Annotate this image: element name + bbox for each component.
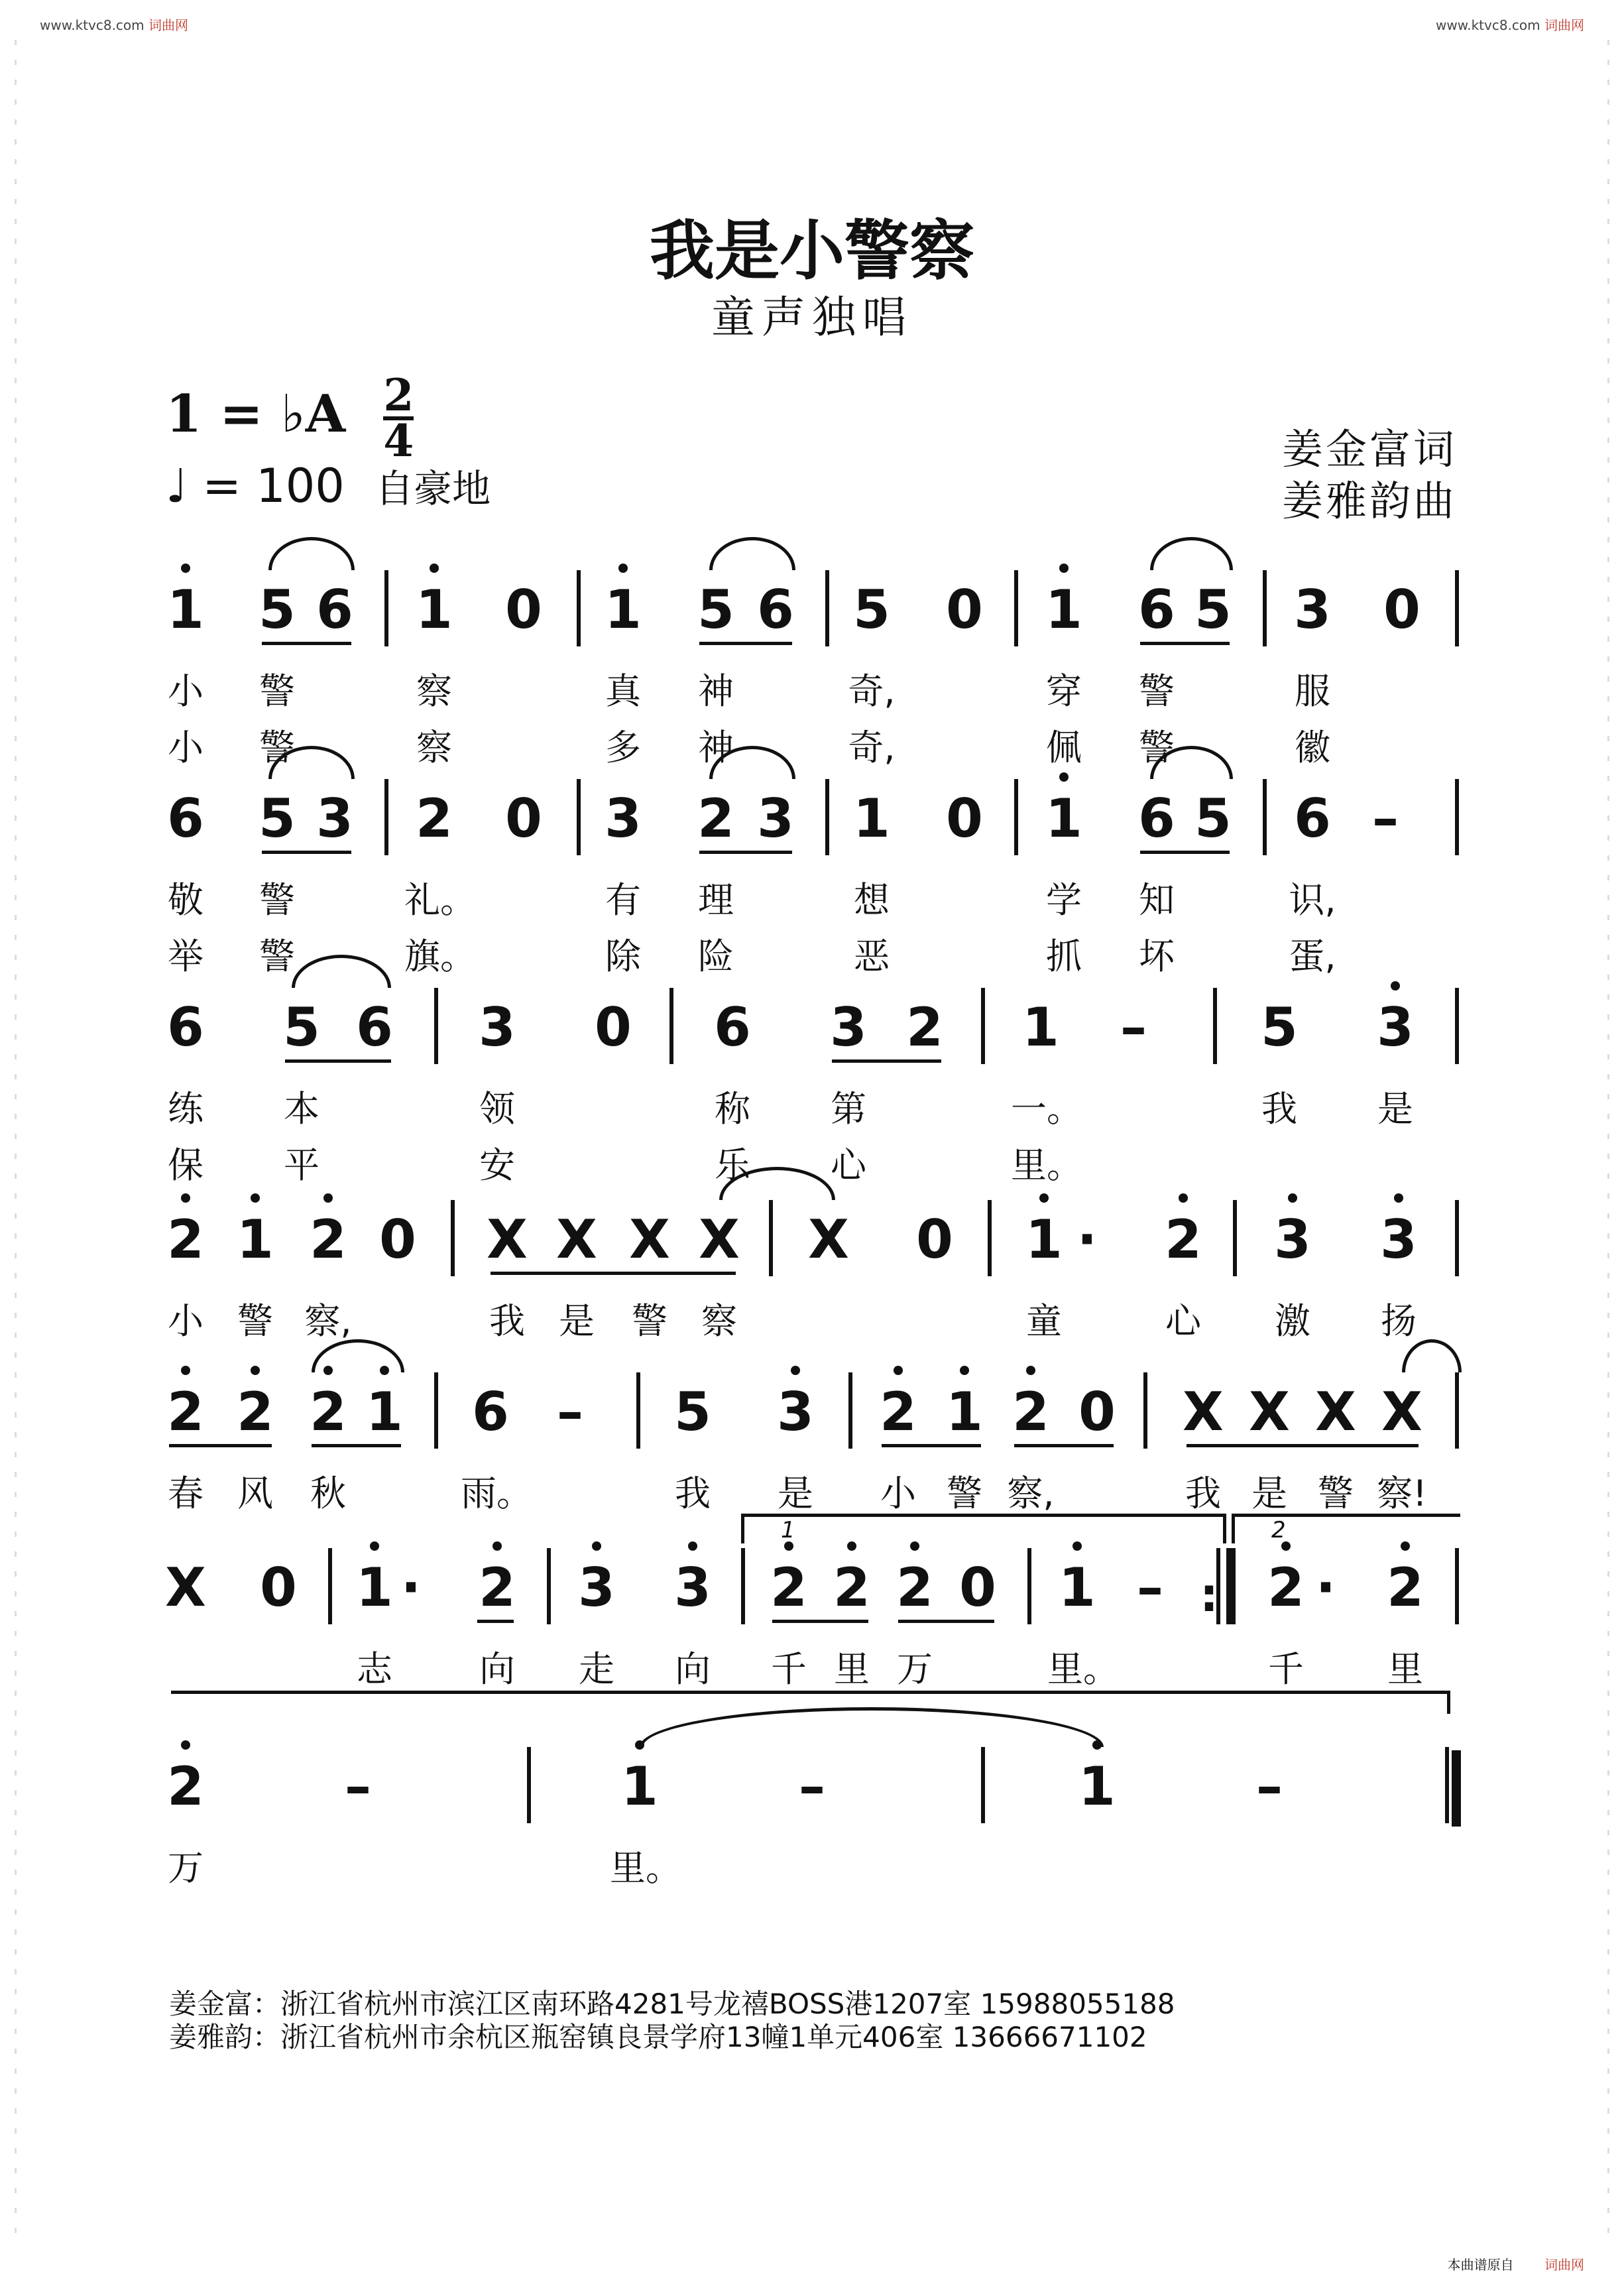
bar-line: [1263, 779, 1267, 855]
score-note: 2: [1153, 1213, 1213, 1266]
beam-underline: [1014, 1444, 1114, 1447]
lyric-syllable: 佩: [1046, 727, 1082, 768]
score-note: X: [629, 1209, 670, 1270]
octave-dot: [251, 1193, 260, 1203]
score-note: 1: [1034, 583, 1094, 636]
lyric-syllable: 一。: [1011, 1088, 1082, 1130]
octave-dot: [430, 564, 439, 573]
score-note: 1: [1014, 1213, 1074, 1266]
lyric-syllable: 警: [632, 1300, 667, 1342]
score-note: 1: [935, 1386, 994, 1439]
lyric-syllable: 激: [1275, 1300, 1310, 1342]
beam-underline: [169, 1444, 272, 1447]
lyric-syllable: 警: [1139, 727, 1175, 768]
lyric-syllable: 乐: [715, 1144, 750, 1186]
lyric-syllable: 小: [880, 1473, 916, 1514]
bar-line: [384, 779, 388, 855]
beam-underline: [699, 851, 792, 854]
score-note: 3: [567, 1561, 626, 1614]
thick-bar-line: [1226, 1548, 1236, 1624]
lyric-syllable: 察: [416, 670, 452, 712]
octave-dot: [592, 1541, 601, 1551]
beam-underline: [882, 1444, 981, 1447]
lyric-syllable: 里。: [1011, 1144, 1082, 1186]
lyric-syllable: 我: [489, 1300, 525, 1342]
score-note: X: [1381, 1381, 1422, 1443]
octave-dot: [323, 1193, 333, 1203]
lyric-syllable: 平: [284, 1144, 319, 1186]
bar-line: [1455, 570, 1459, 646]
lyric-syllable: 徽: [1295, 727, 1330, 768]
lyric-syllable: 穿: [1046, 670, 1082, 712]
score-note: 1: [1067, 1760, 1127, 1813]
contact-lyricist: 姜金富：浙江省杭州市滨江区南环路4281号龙禧BOSS港1207室 15988055188: [169, 1988, 1175, 2020]
lyric-syllable: 向: [675, 1648, 711, 1690]
score-note: 0: [595, 996, 632, 1058]
score-note: 3: [1365, 1001, 1425, 1054]
score-note: 3: [663, 1561, 723, 1614]
score-note: 2: [759, 1561, 819, 1614]
beam-underline: [699, 642, 792, 645]
score-note: 2: [156, 1760, 215, 1813]
bar-line: [636, 1372, 640, 1449]
beam-underline: [312, 1444, 401, 1447]
score-note: 2: [1375, 1561, 1435, 1614]
bar-line: [988, 1200, 992, 1276]
score-note: 2: [1256, 1561, 1316, 1614]
lyric-syllable: 保: [168, 1144, 203, 1186]
score-note: 5: [1194, 788, 1232, 849]
lyric-syllable: 千: [1268, 1648, 1304, 1690]
footer-brand[interactable]: 词曲网: [1544, 2257, 1584, 2273]
score-note: 0: [1383, 579, 1421, 640]
lyric-syllable: 奇,: [848, 727, 896, 768]
bar-line: [1014, 779, 1018, 855]
bar-line: [981, 988, 985, 1064]
octave-dot: [181, 1366, 190, 1375]
lyric-syllable: 童: [1026, 1300, 1062, 1342]
score-note: –: [345, 1756, 371, 1817]
score-note: 0: [379, 1209, 416, 1270]
bar-line: [527, 1747, 531, 1823]
bar-line: [577, 570, 581, 646]
beam-underline: [477, 1620, 514, 1623]
lyric-syllable: 里: [834, 1648, 870, 1690]
score-note: 6: [714, 996, 751, 1058]
octave-dot: [1059, 772, 1069, 782]
score-note: ·: [400, 1557, 422, 1618]
lyric-syllable: 我: [675, 1473, 711, 1514]
lyric-syllable: 是: [1251, 1473, 1287, 1514]
bar-line: [1455, 779, 1459, 855]
score-note: ·: [1315, 1557, 1336, 1618]
lyric-syllable: 小: [168, 670, 203, 712]
lyric-syllable: 警: [1139, 670, 1175, 712]
bar-line: [1143, 1372, 1147, 1449]
bar-line: [1455, 1372, 1459, 1449]
octave-dot: [688, 1541, 697, 1551]
score-note: 2: [467, 1561, 527, 1614]
score-note: 6: [167, 788, 204, 849]
site-brand-right[interactable]: 词曲网: [1544, 17, 1584, 33]
lyric-syllable: 我: [1185, 1473, 1221, 1514]
lyric-syllable: 神: [698, 670, 734, 712]
bar-line: [825, 570, 829, 646]
lyric-syllable: 风: [237, 1473, 273, 1514]
score-note: –: [1372, 788, 1399, 849]
octave-dot: [493, 1541, 502, 1551]
score-note: 0: [946, 579, 983, 640]
beam-underline: [285, 1059, 391, 1063]
score-note: X: [1315, 1381, 1356, 1443]
score-note: 2: [225, 1386, 285, 1439]
score-note: X: [1249, 1381, 1290, 1443]
octave-dot: [1394, 1193, 1403, 1203]
lyric-syllable: 是: [778, 1473, 813, 1514]
score-note: 3: [830, 996, 867, 1058]
score-note: 5: [853, 579, 890, 640]
bar-line: [547, 1548, 551, 1624]
lyric-syllable: 有: [605, 879, 641, 921]
octave-dot: [370, 1541, 379, 1551]
score-note: X: [808, 1209, 849, 1270]
score-note: 5: [259, 788, 296, 849]
lyric-syllable: 奇,: [848, 670, 896, 712]
score-note: –: [1120, 996, 1147, 1058]
lyric-syllable: 多: [605, 727, 641, 768]
lyric-syllable: 雨。: [461, 1473, 532, 1514]
score-note: 3: [605, 788, 642, 849]
lyric-syllable: 察,: [304, 1300, 352, 1342]
lyricist: 姜金富词: [1281, 425, 1457, 473]
lyric-syllable: 里: [1387, 1648, 1423, 1690]
lyric-syllable: 察!: [1377, 1473, 1427, 1514]
footer-text: 本曲谱原自: [1447, 2257, 1514, 2273]
bar-line: [1455, 1200, 1459, 1276]
octave-dot: [1288, 1193, 1297, 1203]
lyric-syllable: 安: [479, 1144, 515, 1186]
thick-bar-line: [1452, 1750, 1461, 1827]
score-note: 0: [505, 579, 542, 640]
lyric-syllable: 服: [1295, 670, 1330, 712]
tempo-mood: 自豪地: [375, 466, 491, 511]
bar-line: [1445, 1747, 1449, 1823]
score-note: 0: [916, 1209, 953, 1270]
score-note: 6: [1294, 788, 1331, 849]
score-note: 3: [316, 788, 353, 849]
score-note: 2: [906, 996, 943, 1058]
lyric-syllable: 志: [357, 1648, 392, 1690]
lyric-syllable: 神: [698, 727, 734, 768]
volta-2-label: 2: [1271, 1517, 1286, 1543]
lyric-syllable: 警: [259, 879, 295, 921]
octave-dot: [1391, 981, 1400, 991]
volta-2: [1232, 1514, 1460, 1543]
bar-line: [1233, 1200, 1237, 1276]
score-note: X: [699, 1209, 740, 1270]
score-note: 3: [1369, 1213, 1428, 1266]
beam-underline: [898, 1620, 994, 1623]
lyric-syllable: 心: [1165, 1300, 1201, 1342]
beam-underline: [772, 1620, 868, 1623]
lyric-syllable: 是: [559, 1300, 595, 1342]
composer: 姜雅韵曲: [1281, 477, 1457, 525]
score-note: 1: [404, 583, 464, 636]
beam-underline: [262, 642, 351, 645]
page-title: 我是小警察: [649, 213, 974, 289]
bar-line: [825, 779, 829, 855]
score-note: 6: [1138, 579, 1175, 640]
lyric-syllable: 练: [168, 1088, 203, 1130]
lyric-syllable: 理: [698, 879, 734, 921]
lyric-syllable: 小: [168, 727, 203, 768]
lyric-syllable: 我: [1261, 1088, 1297, 1130]
volta-1: [741, 1514, 1226, 1543]
slur: [709, 537, 795, 570]
beam-underline: [491, 1272, 736, 1275]
bar-line: [1455, 1548, 1459, 1624]
bar-line: [848, 1372, 852, 1449]
lyric-syllable: 险: [698, 935, 734, 977]
bar-line: [769, 1200, 773, 1276]
slur: [312, 1339, 404, 1372]
score-note: –: [1256, 1756, 1283, 1817]
bar-line: [981, 1747, 985, 1823]
site-brand[interactable]: 词曲网: [148, 17, 189, 33]
contact-composer: 姜雅韵：浙江省杭州市余杭区瓶窑镇良景学府13幢1单元406室 13666671102: [169, 2021, 1147, 2053]
lyric-syllable: 千: [771, 1648, 807, 1690]
slur: [268, 537, 355, 570]
key-text: 1 = ♭A: [166, 384, 346, 445]
lyric-syllable: 里。: [610, 1847, 681, 1889]
bar-line: [434, 988, 438, 1064]
lyric-syllable: 是: [1377, 1088, 1413, 1130]
page-subtitle: 童声独唱: [711, 292, 913, 343]
score-note: 6: [472, 1381, 509, 1443]
score-note: –: [799, 1756, 825, 1817]
tempo-value: = 100: [202, 459, 345, 513]
score-note: 2: [822, 1561, 882, 1614]
lyric-syllable: 蛋,: [1289, 935, 1336, 977]
time-top: 2: [383, 369, 414, 421]
score-note: 6: [356, 996, 393, 1058]
lyric-syllable: 恶: [854, 935, 890, 977]
lyric-syllable: 本: [284, 1088, 319, 1130]
bar-line: [328, 1548, 332, 1624]
lyric-syllable: 心: [831, 1144, 866, 1186]
repeat-sign: :: [1200, 1568, 1218, 1622]
quarter-note-icon: ♩: [166, 459, 188, 513]
volta-1-label: 1: [781, 1517, 795, 1543]
score-note: 2: [868, 1386, 928, 1439]
score-note: 5: [674, 1381, 711, 1443]
score-note: ·: [1076, 1209, 1098, 1270]
lyric-syllable: 向: [479, 1648, 515, 1690]
octave-dot: [181, 564, 190, 573]
score-note: 3: [757, 788, 794, 849]
lyric-syllable: 春: [168, 1473, 203, 1514]
score-note: 6: [1138, 788, 1175, 849]
score-note: 5: [697, 579, 734, 640]
slur: [1402, 1339, 1462, 1372]
lyric-syllable: 扬: [1381, 1300, 1417, 1342]
score-note: 5: [1261, 996, 1298, 1058]
score-note: 2: [298, 1386, 358, 1439]
beam-underline: [262, 851, 351, 854]
lyric-syllable: 察: [416, 727, 452, 768]
score-note: 3: [1294, 579, 1331, 640]
score-note: 1: [1047, 1561, 1107, 1614]
score-note: 3: [1263, 1213, 1322, 1266]
score-note: 3: [479, 996, 516, 1058]
score-note: 2: [156, 1386, 215, 1439]
score-note: 2: [156, 1213, 215, 1266]
bar-line: [741, 1548, 745, 1624]
octave-dot: [618, 564, 628, 573]
score-note: 5: [283, 996, 320, 1058]
lyric-syllable: 警: [259, 935, 295, 977]
score-note: X: [487, 1209, 528, 1270]
bar-line: [669, 988, 673, 1064]
lyric-syllable: 第: [831, 1088, 866, 1130]
score-note: 5: [1194, 579, 1232, 640]
slur: [1150, 537, 1233, 570]
lyric-syllable: 真: [605, 670, 641, 712]
lyric-syllable: 学: [1046, 879, 1082, 921]
octave-dot: [251, 1366, 260, 1375]
octave-dot: [1039, 1193, 1049, 1203]
score-note: 0: [959, 1557, 996, 1618]
lyric-syllable: 警: [259, 670, 295, 712]
lyric-syllable: 万: [897, 1648, 933, 1690]
score-note: 0: [260, 1557, 297, 1618]
lyric-syllable: 坏: [1139, 935, 1175, 977]
octave-dot: [894, 1366, 903, 1375]
score-note: X: [1183, 1381, 1224, 1443]
beam-underline: [1140, 642, 1230, 645]
octave-dot: [181, 1193, 190, 1203]
score-note: 1: [1022, 996, 1059, 1058]
lyric-syllable: 想: [854, 879, 890, 921]
score-note: X: [556, 1209, 597, 1270]
lyric-syllable: 礼。: [404, 879, 476, 921]
lyric-syllable: 里。: [1047, 1648, 1119, 1690]
bar-line: [1014, 570, 1018, 646]
score-note: 6: [167, 996, 204, 1058]
octave-dot: [181, 1740, 190, 1750]
footer: [1448, 2254, 1584, 2273]
volta-2-continuation: [171, 1691, 1450, 1714]
lyric-syllable: 抓: [1046, 935, 1082, 977]
score-note: 1: [225, 1213, 285, 1266]
octave-dot: [1059, 564, 1069, 573]
score-note: 1: [593, 583, 653, 636]
lyric-syllable: 警: [259, 727, 295, 768]
lyric-syllable: 旗。: [404, 935, 476, 977]
score-note: 6: [757, 579, 794, 640]
bar-line: [434, 1372, 438, 1449]
score-note: 1: [1034, 792, 1094, 845]
lyric-syllable: 万: [168, 1847, 203, 1889]
lyric-syllable: 察: [701, 1300, 737, 1342]
score-note: 2: [885, 1561, 945, 1614]
beam-underline: [1140, 851, 1230, 854]
score-note: 2: [697, 788, 734, 849]
octave-dot: [791, 1366, 800, 1375]
score-note: 1: [853, 788, 890, 849]
lyric-syllable: 小: [168, 1300, 203, 1342]
score-note: 1: [345, 1561, 404, 1614]
lyric-syllable: 警: [1318, 1473, 1354, 1514]
score-note: X: [165, 1557, 206, 1618]
lyric-syllable: 敬: [168, 879, 203, 921]
lyric-syllable: 识,: [1289, 879, 1336, 921]
lyric-syllable: 察,: [1007, 1473, 1055, 1514]
score-note: 0: [505, 788, 542, 849]
lyric-syllable: 警: [237, 1300, 273, 1342]
bar-line: [384, 570, 388, 646]
site-url-right[interactable]: www.ktvc8.com: [1435, 17, 1540, 33]
score-note: 6: [316, 579, 353, 640]
bar-line: [1263, 570, 1267, 646]
score-note: –: [1137, 1557, 1163, 1618]
octave-dot: [1026, 1366, 1035, 1375]
lyric-syllable: 称: [715, 1088, 750, 1130]
score-note: 3: [766, 1386, 825, 1439]
time-bottom: 4: [383, 414, 414, 467]
score-note: 5: [259, 579, 296, 640]
score-note: 2: [1001, 1386, 1061, 1439]
bar-line: [1455, 988, 1459, 1064]
lyric-syllable: 除: [605, 935, 641, 977]
score-note: 2: [298, 1213, 358, 1266]
bar-line: [1027, 1548, 1031, 1624]
lyric-syllable: 秋: [310, 1473, 346, 1514]
score-note: 1: [355, 1386, 414, 1439]
lyric-syllable: 走: [579, 1648, 614, 1690]
bar-line: [1213, 988, 1217, 1064]
score-note: 2: [416, 788, 453, 849]
score-note: 1: [610, 1760, 669, 1813]
octave-dot: [1179, 1193, 1188, 1203]
beam-underline: [832, 1059, 941, 1063]
lyric-syllable: 警: [947, 1473, 982, 1514]
score-note: 0: [946, 788, 983, 849]
lyric-syllable: 领: [479, 1088, 515, 1130]
score-note: –: [557, 1381, 583, 1443]
bar-line: [451, 1200, 455, 1276]
bar-line: [577, 779, 581, 855]
score-note: 0: [1078, 1381, 1116, 1443]
beam-underline: [1187, 1444, 1419, 1447]
lyric-syllable: 知: [1139, 879, 1175, 921]
site-url[interactable]: www.ktvc8.com: [40, 17, 145, 33]
octave-dot: [960, 1366, 969, 1375]
lyric-syllable: 举: [168, 935, 203, 977]
score-note: 1: [156, 583, 215, 636]
